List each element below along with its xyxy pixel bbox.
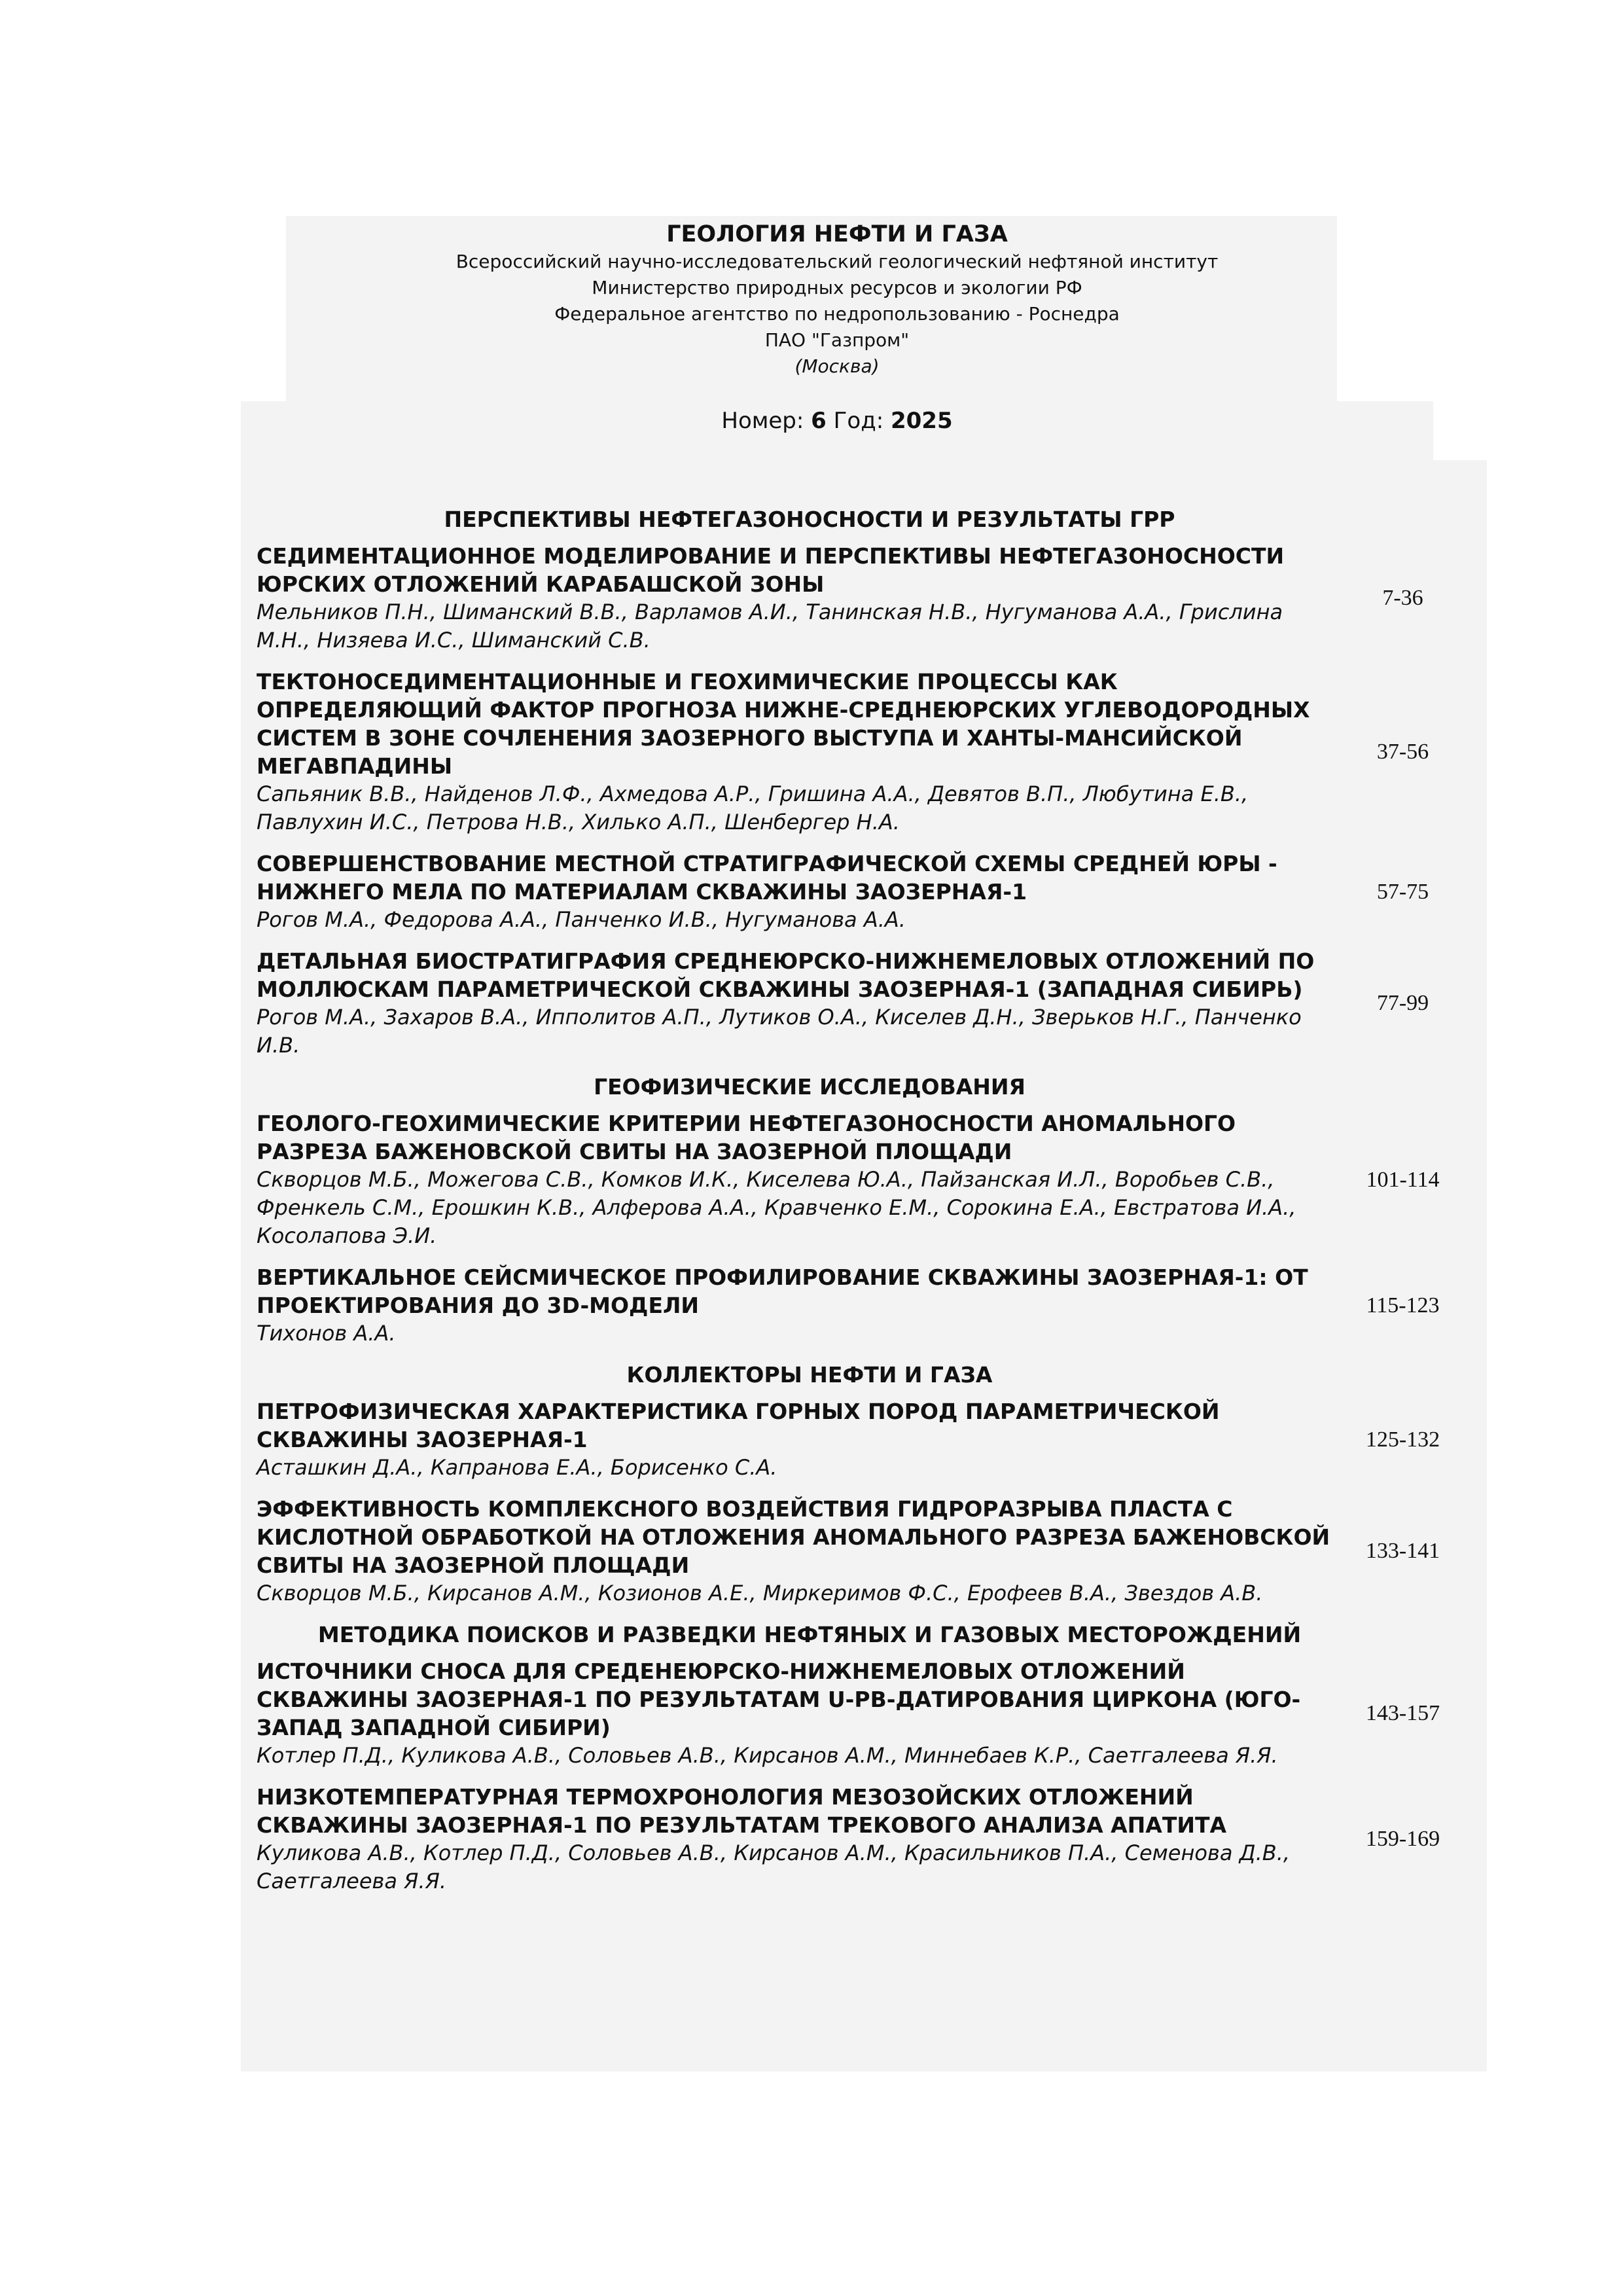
article-pages: 7-36 [1382, 586, 1423, 610]
article-pages: 133-141 [1365, 1539, 1440, 1563]
article-pages: 125-132 [1365, 1427, 1440, 1452]
publication-city: (Москва) [794, 355, 880, 377]
article-entry [257, 1263, 1466, 1348]
article-entry [257, 1495, 1466, 1607]
organization-line: Всероссийский научно-исследовательский геологический нефтяной институт [455, 251, 1219, 272]
article-body [257, 668, 1333, 836]
article-pages: 159-169 [1365, 1827, 1440, 1851]
issue-number-label: Номер: [721, 408, 804, 434]
article-entry [257, 850, 1466, 934]
article-authors: Рогов М.А., Федорова А.А., Панченко И.В., Нугуманова А.А. [257, 907, 906, 932]
article-title-link[interactable]: ДЕТАЛЬНАЯ БИОСТРАТИГРАФИЯ СРЕДНЕЮРСКО-НИЖНЕМЕЛОВЫХ ОТЛОЖЕНИЙ ПО МОЛЛЮСКАМ ПАРАМЕТРИЧЕСКОЙ СКВАЖИНЫ ЗАОЗЕРНАЯ-1 (ЗАПАДНАЯ СИБИРЬ) [257, 948, 1315, 1002]
article-entry [257, 1397, 1466, 1482]
article-pages: 57-75 [1376, 879, 1429, 904]
article-title-link[interactable]: ГЕОЛОГО-ГЕОХИМИЧЕСКИЕ КРИТЕРИИ НЕФТЕГАЗОНОСНОСТИ АНОМАЛЬНОГО РАЗРЕЗА БАЖЕНОВСКОЙ СВИТЫ НА ЗАОЗЕРНОЙ ПЛОЩАДИ [257, 1111, 1236, 1164]
article-body [257, 542, 1333, 655]
article-entry [257, 1783, 1466, 1895]
article-pages: 101-114 [1366, 1167, 1440, 1192]
article-entry [257, 1109, 1466, 1250]
issue-year-label: Год: [833, 408, 884, 434]
section-heading: ПЕРСПЕКТИВЫ НЕФТЕГАЗОНОСНОСТИ И РЕЗУЛЬТАТЫ ГРР [444, 507, 1175, 532]
article-authors: Скворцов М.Б., Можегова С.В., Комков И.К., Киселева Ю.А., Пайзанская И.Л., Воробьев С.В., Френкель С.М., Ерошкин К.В., Алферова А.А., Кравченко Е.М., Сорокина Е.А., Евстратова И.А., Косолапова Э.И. [257, 1167, 1296, 1248]
issue-info [241, 406, 1433, 436]
section-heading: КОЛЛЕКТОРЫ НЕФТИ И ГАЗА [626, 1362, 993, 1388]
issue-year: 2025 [890, 408, 953, 434]
journal-header [241, 220, 1433, 380]
section-heading: ГЕОФИЗИЧЕСКИЕ ИССЛЕДОВАНИЯ [594, 1074, 1026, 1100]
article-pages: 115-123 [1366, 1293, 1440, 1318]
issue-number: 6 [811, 408, 827, 434]
article-authors: Мельников П.Н., Шиманский В.В., Варламов А.И., Танинская Н.В., Нугуманова А.А., Грислина М.Н., Низяева И.С., Шиманский С.В. [257, 600, 1283, 653]
article-body [257, 1109, 1333, 1250]
article-title-link[interactable]: ВЕРТИКАЛЬНОЕ СЕЙСМИЧЕСКОЕ ПРОФИЛИРОВАНИЕ СКВАЖИНЫ ЗАОЗЕРНАЯ-1: ОТ ПРОЕКТИРОВАНИЯ ДО 3D-МОДЕЛИ [257, 1265, 1308, 1318]
article-authors: Скворцов М.Б., Кирсанов А.М., Козионов А.Е., Миркеримов Ф.С., Ерофеев В.А., Звездов А.В. [257, 1581, 1263, 1605]
article-body [257, 1263, 1333, 1348]
article-entry [257, 947, 1466, 1060]
table-of-contents [257, 505, 1466, 1909]
article-title-link[interactable]: НИЗКОТЕМПЕРАТУРНАЯ ТЕРМОХРОНОЛОГИЯ МЕЗОЗОЙСКИХ ОТЛОЖЕНИЙ СКВАЖИНЫ ЗАОЗЕРНАЯ-1 ПО РЕЗУЛЬТАТАМ ТРЕКОВОГО АНАЛИЗА АПАТИТА [257, 1784, 1227, 1838]
organization-line: Федеральное агентство по недропользованию - Роснедра [554, 303, 1120, 325]
organization-line: Министерство природных ресурсов и экологии РФ [592, 277, 1082, 298]
organization-line: ПАО "Газпром" [764, 329, 910, 351]
article-title-link[interactable]: ИСТОЧНИКИ СНОСА ДЛЯ СРЕДЕНЕЮРСКО-НИЖНЕМЕЛОВЫХ ОТЛОЖЕНИЙ СКВАЖИНЫ ЗАОЗЕРНАЯ-1 ПО РЕЗУЛЬТАТАМ U-PB-ДАТИРОВАНИЯ ЦИРКОНА (ЮГО-ЗАПАД ЗАПАДНОЙ СИБИРИ) [257, 1659, 1301, 1740]
article-pages: 37-56 [1376, 740, 1429, 764]
article-authors: Котлер П.Д., Куликова А.В., Соловьев А.В., Кирсанов А.М., Миннебаев К.Р., Саетгалеева Я.Я. [257, 1743, 1278, 1768]
article-title-link[interactable]: ПЕТРОФИЗИЧЕСКАЯ ХАРАКТЕРИСТИКА ГОРНЫХ ПОРОД ПАРАМЕТРИЧЕСКОЙ СКВАЖИНЫ ЗАОЗЕРНАЯ-1 [257, 1399, 1220, 1452]
article-authors: Тихонов А.А. [257, 1321, 396, 1346]
article-authors: Рогов М.А., Захаров В.А., Ипполитов А.П., Лутиков О.А., Киселев Д.Н., Зверьков Н.Г., Панченко И.В. [257, 1005, 1302, 1058]
article-title-link[interactable]: ТЕКТОНОСЕДИМЕНТАЦИОННЫЕ И ГЕОХИМИЧЕСКИЕ ПРОЦЕССЫ КАК ОПРЕДЕЛЯЮЩИЙ ФАКТОР ПРОГНОЗА НИЖНЕ-СРЕДНЕЮРСКИХ УГЛЕВОДОРОДНЫХ СИСТЕМ В ЗОНЕ СОЧЛЕНЕНИЯ ЗАОЗЕРНОГО ВЫСТУПА И ХАНТЫ-МАНСИЙСКОЙ МЕГАВПАДИНЫ [257, 669, 1310, 779]
article-body [257, 1397, 1333, 1482]
article-entry [257, 542, 1466, 655]
article-body [257, 947, 1333, 1060]
article-body [257, 850, 1333, 934]
article-title-link[interactable]: СЕДИМЕНТАЦИОННОЕ МОДЕЛИРОВАНИЕ И ПЕРСПЕКТИВЫ НЕФТЕГАЗОНОСНОСТИ ЮРСКИХ ОТЛОЖЕНИЙ КАРАБАШСКОЙ ЗОНЫ [257, 543, 1285, 597]
article-pages: 77-99 [1376, 991, 1429, 1015]
article-pages: 143-157 [1365, 1701, 1440, 1725]
journal-title: ГЕОЛОГИЯ НЕФТИ И ГАЗА [666, 221, 1008, 247]
article-authors: Куликова А.В., Котлер П.Д., Соловьев А.В., Кирсанов А.М., Красильников П.А., Семенова Д.В., Саетгалеева Я.Я. [257, 1840, 1291, 1893]
article-authors: Сапьяник В.В., Найденов Л.Ф., Ахмедова А.Р., Гришина А.А., Девятов В.П., Любутина Е.В., Павлухин И.С., Петрова Н.В., Хилько А.П., Шенбергер Н.А. [257, 781, 1249, 834]
article-title-link[interactable]: ЭФФЕКТИВНОСТЬ КОМПЛЕКСНОГО ВОЗДЕЙСТВИЯ ГИДРОРАЗРЫВА ПЛАСТА С КИСЛОТНОЙ ОБРАБОТКОЙ НА ОТЛОЖЕНИЯ АНОМАЛЬНОГО РАЗРЕЗА БАЖЕНОВСКОЙ СВИТЫ НА ЗАОЗЕРНОЙ ПЛОЩАДИ [257, 1496, 1330, 1578]
section-heading: МЕТОДИКА ПОИСКОВ И РАЗВЕДКИ НЕФТЯНЫХ И ГАЗОВЫХ МЕСТОРОЖДЕНИЙ [317, 1622, 1302, 1647]
article-authors: Асташкин Д.А., Капранова Е.А., Борисенко С.А. [257, 1455, 777, 1480]
article-body [257, 1783, 1333, 1895]
article-body [257, 1495, 1333, 1607]
article-entry [257, 668, 1466, 836]
article-body [257, 1657, 1333, 1770]
article-entry [257, 1657, 1466, 1770]
article-title-link[interactable]: СОВЕРШЕНСТВОВАНИЕ МЕСТНОЙ СТРАТИГРАФИЧЕСКОЙ СХЕМЫ СРЕДНЕЙ ЮРЫ - НИЖНЕГО МЕЛА ПО МАТЕРИАЛАМ СКВАЖИНЫ ЗАОЗЕРНАЯ-1 [257, 851, 1277, 905]
